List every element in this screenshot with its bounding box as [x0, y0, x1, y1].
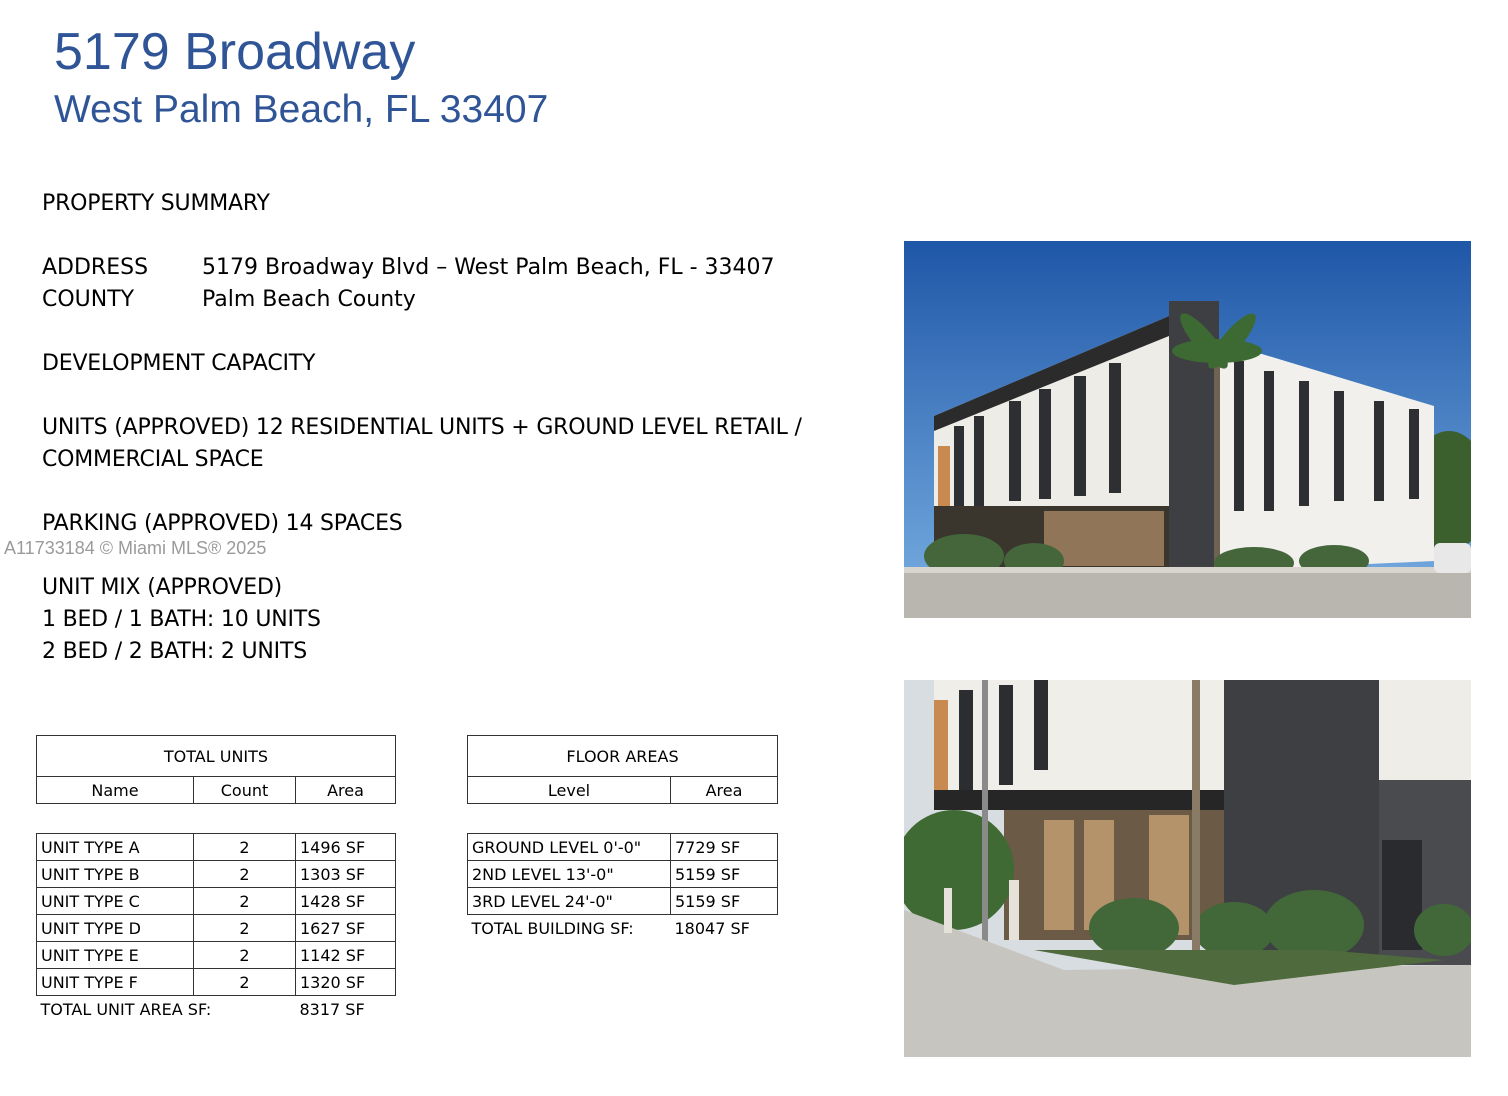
cell-area: 1496 SF [296, 834, 396, 861]
cell-count: 2 [194, 888, 296, 915]
floor-table-title: FLOOR AREAS [468, 736, 778, 777]
cell-area: 1320 SF [296, 969, 396, 996]
cell-area: 5159 SF [671, 888, 778, 915]
cell-level: GROUND LEVEL 0'-0" [468, 834, 671, 861]
summary-heading: PROPERTY SUMMARY [42, 191, 270, 216]
unit-mix-heading: UNIT MIX (APPROVED) [42, 575, 283, 600]
table-row [37, 942, 396, 969]
cell-count: 2 [194, 942, 296, 969]
units-line-1: UNITS (APPROVED) 12 RESIDENTIAL UNITS + GROUND LEVEL RETAIL / [42, 415, 802, 440]
cell-name: UNIT TYPE F [37, 969, 194, 996]
table-row [37, 969, 396, 996]
table-row [468, 888, 778, 915]
units-table [36, 833, 396, 1022]
total-label: TOTAL BUILDING SF: [471, 918, 634, 938]
table-row [468, 834, 778, 861]
address-label: ADDRESS [42, 255, 149, 280]
cell-area: 5159 SF [671, 861, 778, 888]
col-count: Count [194, 777, 296, 804]
page-title: 5179 Broadway [54, 23, 416, 81]
cell-name: UNIT TYPE A [37, 834, 194, 861]
page-subtitle: West Palm Beach, FL 33407 [54, 88, 549, 131]
county-value: Palm Beach County [202, 287, 416, 312]
cell-count: 2 [194, 969, 296, 996]
total-value: 18047 SF [674, 918, 750, 938]
building-rendering-exterior [904, 241, 1471, 618]
cell-area: 1627 SF [296, 915, 396, 942]
county-label: COUNTY [42, 287, 135, 312]
cell-name: UNIT TYPE C [37, 888, 194, 915]
floor-table [467, 833, 778, 941]
cell-name: UNIT TYPE E [37, 942, 194, 969]
total-value: 8317 SF [299, 999, 365, 1019]
col-name: Name [37, 777, 194, 804]
development-heading: DEVELOPMENT CAPACITY [42, 351, 316, 376]
units-line-2: COMMERCIAL SPACE [42, 447, 264, 472]
col-area: Area [296, 777, 396, 804]
unit-mix-2: 2 BED / 2 BATH: 2 UNITS [42, 639, 307, 664]
cell-area: 1142 SF [296, 942, 396, 969]
units-table-header [36, 735, 396, 804]
cell-count: 2 [194, 834, 296, 861]
address-value: 5179 Broadway Blvd – West Palm Beach, FL - 33407 [202, 255, 775, 280]
table-row [37, 834, 396, 861]
building-rendering-corner [904, 680, 1471, 1057]
table-row [37, 888, 396, 915]
table-row [37, 915, 396, 942]
units-table-title: TOTAL UNITS [37, 736, 396, 777]
parking-line: PARKING (APPROVED) 14 SPACES [42, 511, 403, 536]
cell-area: 7729 SF [671, 834, 778, 861]
table-row [468, 861, 778, 888]
mls-watermark: A11733184 © Miami MLS® 2025 [4, 538, 267, 558]
col-area: Area [671, 777, 778, 804]
cell-name: UNIT TYPE D [37, 915, 194, 942]
floor-table-header [467, 735, 778, 804]
table-total-row [468, 915, 778, 942]
cell-area: 1303 SF [296, 861, 396, 888]
cell-area: 1428 SF [296, 888, 396, 915]
cell-count: 2 [194, 915, 296, 942]
cell-level: 2ND LEVEL 13'-0" [468, 861, 671, 888]
table-row [37, 861, 396, 888]
total-label: TOTAL UNIT AREA SF: [40, 999, 212, 1019]
table-total-row [37, 996, 396, 1023]
col-level: Level [468, 777, 671, 804]
cell-level: 3RD LEVEL 24'-0" [468, 888, 671, 915]
cell-count: 2 [194, 861, 296, 888]
unit-mix-1: 1 BED / 1 BATH: 10 UNITS [42, 607, 321, 632]
cell-name: UNIT TYPE B [37, 861, 194, 888]
